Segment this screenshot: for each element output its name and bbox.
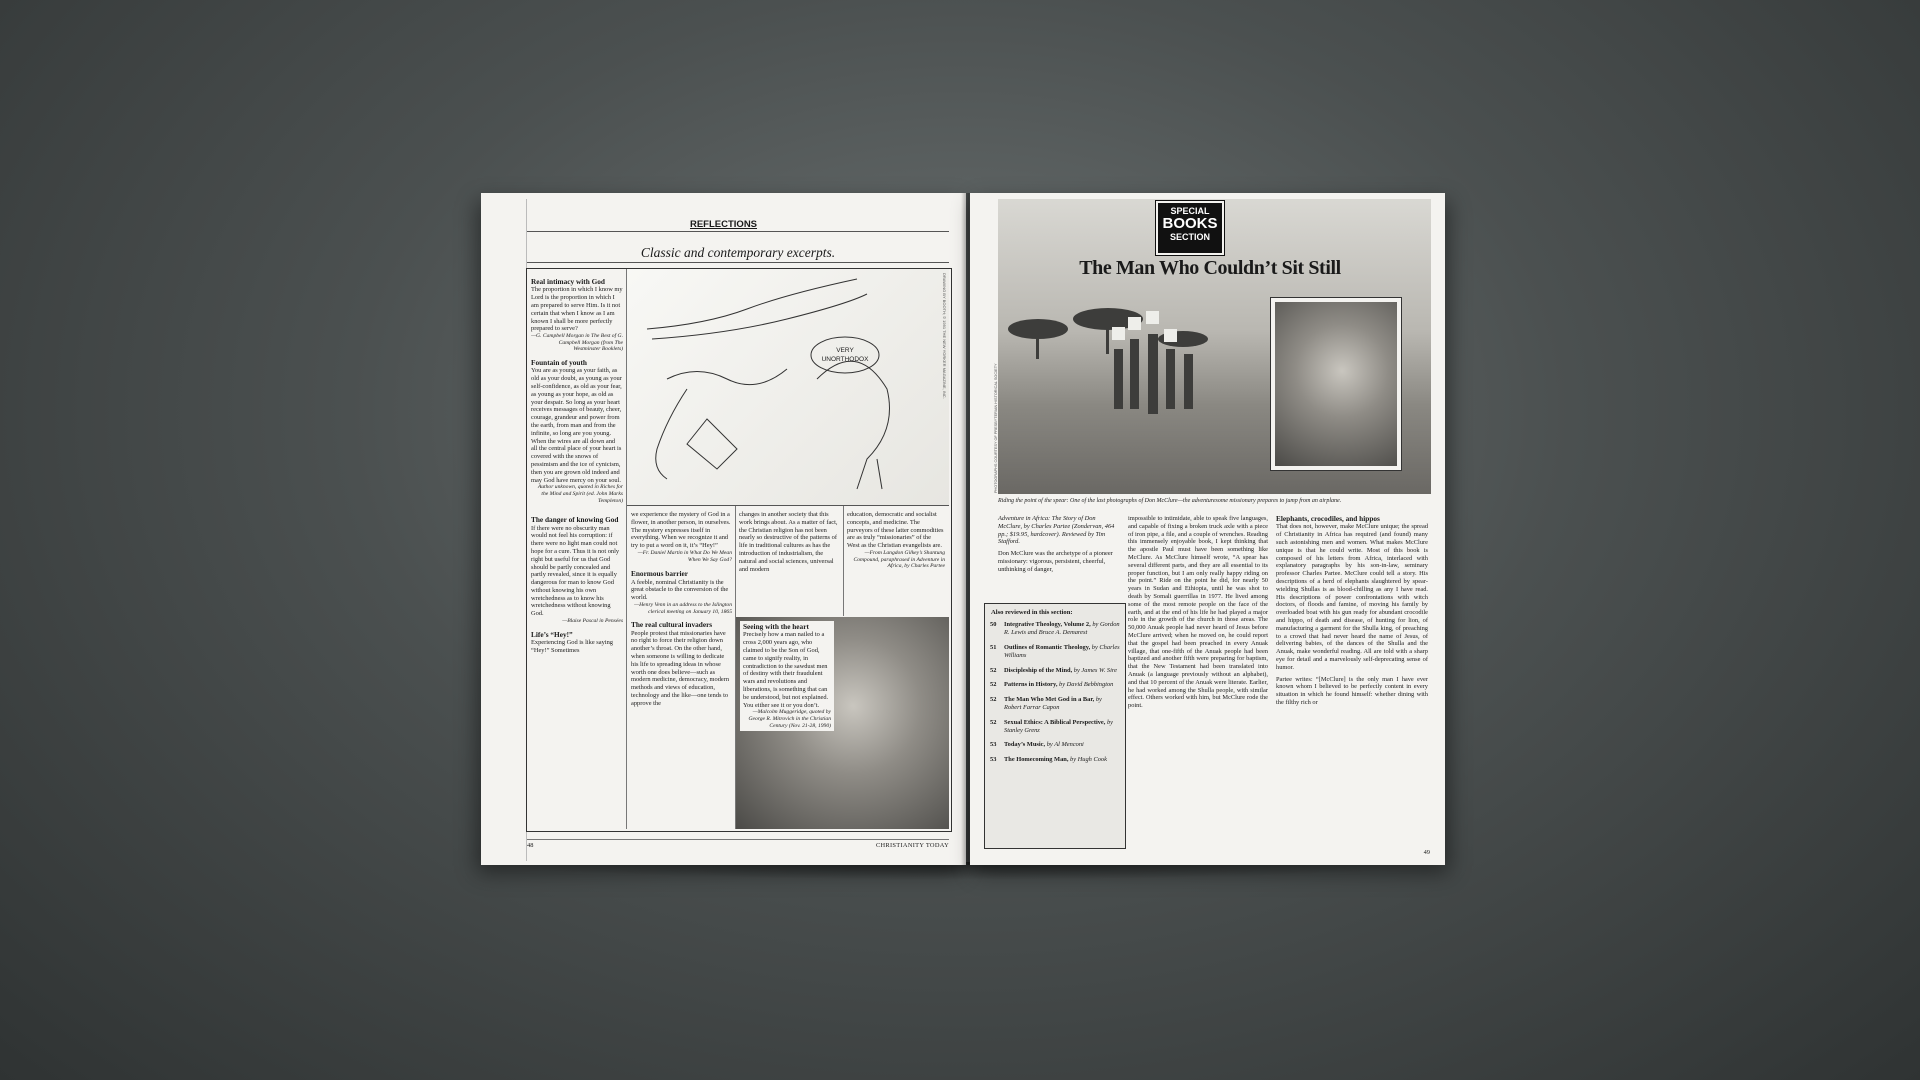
cartoon-illustration <box>627 269 949 506</box>
excerpt-heading: Life’s “Hey!” <box>531 629 573 639</box>
excerpt-body: You are as young as your faith, as old as your doubt, as young as your self-confidence, as old as your fear, as young as your hope, as old as your despair. So long as your heart receives messages of beauty, cheer, courage, grandeur and power from the earth, from man and from the infinite, so long are you young. When the wires are all down and all the central place of your heart is covered with the snows of pessimism and the ice of cynicism, then you are grown old indeed and may God have mercy on your soul. <box>531 367 622 484</box>
also-item-title: Patterns in History, <box>1004 681 1058 689</box>
cartoon-drawing <box>627 269 949 505</box>
left-col-1 <box>531 278 623 655</box>
muggeridge-box <box>736 617 949 829</box>
article-headline: The Man Who Couldn’t Sit Still <box>1079 257 1341 279</box>
also-item-page: 52 <box>990 718 997 726</box>
also-item-page: 52 <box>990 696 997 704</box>
left-col-2 <box>631 511 732 708</box>
also-item-page: 52 <box>990 681 997 689</box>
subtitle-rule <box>527 262 949 263</box>
cartoon-bubble-line1: VERY <box>836 347 854 354</box>
excerpt-body: education, democratic and socialist concepts, and medicine. The purveyors of these latter commodities are as truly “missionaries” of the West as the Christian evangelists are. <box>847 511 944 550</box>
excerpt-heading: Fountain of youth <box>531 357 587 367</box>
also-item-author: by James W. Sire <box>1073 666 1117 674</box>
also-item-page: 53 <box>990 756 997 764</box>
excerpt-body: we experience the mystery of God in a flower, in another person, in ourselves. The mystery expresses itself in everything. When we recognize it and try to put a word on it, it’s “Hey!” <box>631 511 731 550</box>
magazine-name: CHRISTIANITY TODAY <box>875 842 949 849</box>
special-books-badge <box>1156 201 1224 255</box>
also-item-author: by Charles Williams <box>1004 644 1120 659</box>
right-col-3 <box>1276 515 1428 707</box>
cartoon-credit: DRAWING BY BOOTH; © 1991 THE NEW YORKER MAGAZINE, INC. <box>942 273 947 399</box>
excerpt-citation: Author unknown, quoted in Riches for the Mind and Spirit (ed. John Marks Templeton) <box>537 484 623 504</box>
excerpt-heading: Real intimacy with God <box>531 277 605 286</box>
article-body: That does not, however, make McClure unique; the spread of Christianity in Africa has required (and found) many such astonishing men and women. What makes McClure unique is that he could write. Most of this book is composed of his letters from Africa, interlaced with explanatory paragraphs by his son-in-law, seminary professor Charles Partee. McClure could tell a story. His descriptions of a herd of elephants slaughtered by spear-wielding Shullas is as blood-chilling as any I have read. His descriptions of power confrontations with witch doctors, of floods and famine, of moving his family by overloaded boat with his gun ready for abundant crocodile and hippo, of death and disease, of hunting for lion, of manufacturing a garment for the Shulla king, of preaching to a crowd that had never heard the name of Jesus, of delivering babies, of the dances of the Shulla and the Anuak, make wonderful reading. All are told with a sharp eye for detail and a marvelously self-deprecating sense of humor. <box>1276 523 1428 671</box>
also-item-page: 52 <box>990 666 997 674</box>
excerpt-citation: —Henry Venn in an address to the Islington clerical meeting on January 10, 1865 <box>634 601 732 615</box>
right-col-1 <box>998 515 1120 574</box>
subhead: Elephants, crocodiles, and hippos <box>1276 514 1380 523</box>
excerpt-citation: —Blaise Pascal in Pensées <box>562 618 623 625</box>
right-col-2: impossible to intimidate, able to speak five languages, and capable of fixing a broken truck axle with a piece of iron pipe, a file, and a couple of wrenches. Reading this immensely enjoyable book, I kept thinking that the apostle Paul must have been something like McClure. As McClure himself wrote, “A spear has several different parts, and they are all essential to its proper function, but I am only really happy riding on the point.” Ride on the point he did, for nearly 50 years in Sudan and Ethiopia, until he was shot to death by Somali guerrillas in 1977. He lived among some of the most remote people on the face of the earth, and at the end of his life he had played a major role in the growth of the church in those areas. The 50,000 Anuak people had never heard of Jesus before McClure arrived; when he moved on, he could report that the gospel had been preached in every Anuak village, that one-fifth of the Anuak people had been baptized and another fifth were preparing for baptism, that the New Testament had been translated into Anuak (a language previously without an alphabet), and that 10 percent of the Anuak were literate. Earlier, he had worked among the Shulla people, with similar effect. Others worked with him, but McClure rode the point. <box>1128 515 1268 710</box>
badge-line-3: SECTION <box>1169 232 1210 242</box>
also-item-author: by Gordon R. Lewis and Bruce A. Demarest <box>1004 621 1120 637</box>
also-item-title: The Homecoming Man, <box>1004 756 1069 764</box>
also-item-author: by Al Menconi <box>1046 741 1084 749</box>
badge-line-2: BOOKS <box>1162 215 1218 232</box>
excerpt-body: Precisely how a man nailed to a cross 2,000 years ago, who claimed to be the Son of God, came to signify reality, in contradiction to the sawdust men of destiny with their fraudulent wars and revolutions and liberations, is something that can be understood, but not explained. You either see it or you don’t. <box>743 631 829 709</box>
also-item[interactable] <box>990 696 1120 712</box>
title-rule <box>527 231 949 232</box>
also-item[interactable] <box>990 667 1120 675</box>
mcclure-photo <box>1275 302 1397 466</box>
excerpt-heading: The real cultural invaders <box>631 620 713 630</box>
footer-rule <box>527 839 949 840</box>
also-item[interactable] <box>990 756 1120 764</box>
page-number: 48 <box>527 842 534 849</box>
excerpt-heading: The danger of knowing God <box>531 515 619 525</box>
excerpt-body: changes in another society that this work brings about. As a matter of fact, the Christian religion has not been nearly so destructive of the patterns of life in traditional cultures as has the introduction of industrialism, the natural and social sciences, universal and modern <box>739 511 838 573</box>
also-item-title: Sexual Ethics: A Biblical Perspective, <box>1004 718 1106 726</box>
also-item[interactable] <box>990 644 1120 660</box>
also-item-author: by David Bebbington <box>1059 681 1114 689</box>
also-item[interactable] <box>990 741 1120 749</box>
cartoon-bubble-line2: UNORTHODOX <box>821 356 869 363</box>
left-page <box>481 193 966 865</box>
section-title: REFLECTIONS <box>689 219 758 230</box>
page-number: 49 <box>1423 849 1430 856</box>
excerpt-citation: —Fr. Daniel Martin in What Do We Mean When We Say God? <box>637 549 732 563</box>
excerpt-body: A feeble, nominal Christianity is the great obstacle to the conversion of the world. <box>631 578 729 602</box>
also-item-title: Discipleship of the Mind, <box>1004 666 1073 674</box>
right-page <box>970 193 1445 865</box>
article-body: Partee writes: “[McClure] is the only man I have ever known whom I believed to be perfectly content in every situation in which he found himself: whether dining with the filthy rich or <box>1276 675 1428 706</box>
also-item[interactable] <box>990 681 1120 689</box>
badge-line-1: SPECIAL <box>1170 206 1210 216</box>
review-info: Adventure in Africa: The Story of Don McClure, by Charles Partee (Zondervan, 464 pp.; $19.95, hardcover). Reviewed by Tim Stafford. <box>998 515 1115 546</box>
excerpt-citation: —G. Campbell Morgan in The Best of G. Campbell Morgan (from The Westminster Booklets) <box>531 333 623 353</box>
left-col-3 <box>739 511 839 573</box>
excerpt-heading: Seeing with the heart <box>743 622 809 631</box>
col-divider <box>843 506 844 616</box>
page-subtitle: Classic and contemporary excerpts. <box>640 245 836 260</box>
excerpt-citation: —From Langdon Gilkey’s Shantung Compound, paraphrased in Adventure in Africa, by Charles Partee <box>853 549 945 570</box>
quote-panel <box>740 621 834 731</box>
photo-caption: Riding the point of the spear: One of the last photographs of Don McClure—the adventuresome missionary prepares to jump from an airplane. <box>998 498 1342 504</box>
also-item-author: by Robert Farrar Capon <box>1004 696 1102 711</box>
excerpt-citation: —Malcolm Muggeridge, quoted by George R. Mitrovich in the Christian Century (Nov. 21-28, 1990) <box>748 709 831 729</box>
also-item-title: The Man Who Met God in a Bar, <box>1004 696 1095 704</box>
excerpt-body: The proportion in which I know my Lord is the proportion in which I am prepared to serve Him. Is it not certain that when I know as I am known I shall be more perfectly prepared to serve? <box>531 286 623 333</box>
article-lead: Don McClure was the archetype of a pioneer missionary: vigorous, persistent, cheerful, unthinking of danger, <box>998 550 1113 573</box>
mcclure-photo-frame <box>1270 297 1402 471</box>
also-item-page: 50 <box>990 621 997 629</box>
photo-credit: PHOTOGRAPHS COURTESY OF PRESBYTERIAN HISTORICAL SOCIETY <box>994 363 998 493</box>
also-reviewed-title: Also reviewed in this section: <box>991 609 1073 616</box>
also-reviewed-box <box>984 603 1126 849</box>
also-item-title: Integrative Theology, Volume 2, <box>1004 621 1091 629</box>
also-list <box>985 621 1125 764</box>
excerpt-body: Experiencing God is like saying “Hey!” Sometimes <box>531 639 613 654</box>
also-item-author: by Hugh Cook <box>1070 756 1107 764</box>
excerpt-heading: Enormous barrier <box>631 569 688 579</box>
also-item-title: Outlines of Romantic Theology, <box>1004 644 1091 651</box>
magazine-spread <box>481 193 1445 865</box>
also-item[interactable] <box>990 621 1120 637</box>
left-col-4 <box>847 511 945 570</box>
also-item[interactable] <box>990 719 1120 735</box>
also-item-author: by Stanley Grenz <box>1004 718 1114 734</box>
also-item-page: 53 <box>990 741 997 749</box>
excerpt-body: People protest that missionaries have no right to force their religion down another’s throat. On the other hand, when someone is willing to dedicate his life to spreading ideas in whose worth one does believe—such as modern medicine, democracy, modern methods and views of education, technology and the like—one tends to approve the <box>631 629 730 707</box>
also-item-title: Today’s Music, <box>1004 741 1046 749</box>
excerpt-body: If there were no obscurity man would not feel his corruption: if there were no light man could not hope for a cure. Thus it is not only right but useful for us that God should be partly concealed and partly revealed, since it is equally dangerous for man to know God without knowing his own wretchedness as to know his wretchedness without knowing God. <box>531 524 620 618</box>
also-item-page: 51 <box>990 644 997 651</box>
